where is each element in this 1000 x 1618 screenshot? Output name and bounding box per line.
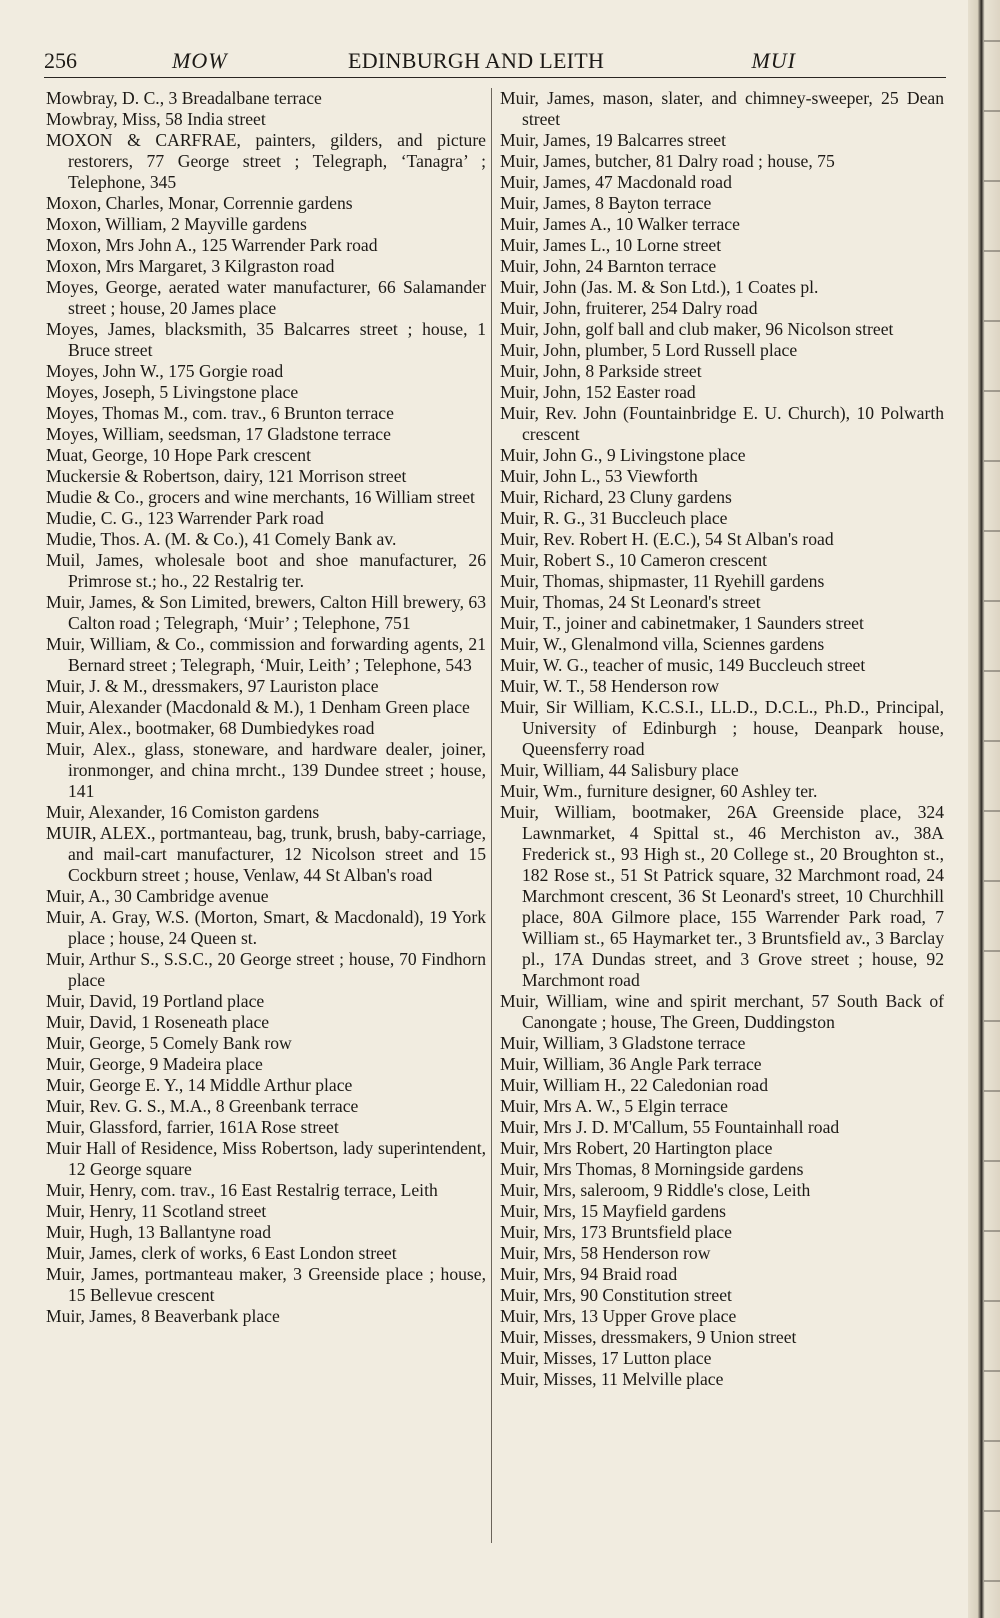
directory-entry: Muir, David, 19 Portland place xyxy=(46,991,265,1011)
directory-entry: Moxon, Mrs Margaret, 3 Kilgraston road xyxy=(46,256,335,276)
directory-entry: Muir, Rev. Robert H. (E.C.), 54 St Alban's road xyxy=(500,529,834,549)
directory-entry: Muil, James, wholesale boot and shoe manufacturer, 26 Primrose st.; ho., 22 Restalrig ter. xyxy=(46,550,486,591)
directory-entry: Muir, John, 152 Easter road xyxy=(500,382,696,402)
directory-entry: Mowbray, D. C., 3 Breadalbane terrace xyxy=(46,88,322,108)
directory-entry: Muckersie & Robertson, dairy, 121 Morrison street xyxy=(46,466,407,486)
directory-entry: Muir, Rev. John (Fountainbridge E. U. Church), 10 Polwarth crescent xyxy=(500,403,944,444)
directory-entry: Muir, Hugh, 13 Ballantyne road xyxy=(46,1222,272,1242)
directory-entry: Muir, Alexander, 16 Comiston gardens xyxy=(46,802,320,822)
directory-entry: Muir, William, 3 Gladstone terrace xyxy=(500,1033,746,1053)
column-divider xyxy=(491,88,492,1543)
directory-entry: Muir, William, wine and spirit merchant, 57 South Back of Canongate ; house, The Green, Duddingston xyxy=(500,991,944,1032)
directory-entry: Muir, Glassford, farrier, 161A Rose street xyxy=(46,1117,339,1137)
directory-entry: Muir, W. G., teacher of music, 149 Buccleuch street xyxy=(500,655,866,675)
directory-entry: Muir, John, golf ball and club maker, 96 Nicolson street xyxy=(500,319,894,339)
directory-entry: Muir, A. Gray, W.S. (Morton, Smart, & Macdonald), 19 York place ; house, 24 Queen st. xyxy=(46,907,486,948)
directory-entry: Muir, W., Glenalmond villa, Sciennes gardens xyxy=(500,634,825,654)
directory-entry: Muir, William, 36 Angle Park terrace xyxy=(500,1054,762,1074)
directory-entry: Muir Hall of Residence, Miss Robertson, lady superintendent, 12 George square xyxy=(46,1138,486,1179)
directory-entry: Moxon, Mrs John A., 125 Warrender Park road xyxy=(46,235,378,255)
directory-entry: Muir, James, 19 Balcarres street xyxy=(500,130,726,150)
directory-entry: MUIR, ALEX., portmanteau, bag, trunk, brush, baby-carriage, and mail-cart manufacturer, 12 Nicolson street and 15 Cockburn street ; house, Venlaw, 44 St Alban's road xyxy=(46,823,486,885)
directory-entry: Moyes, Thomas M., com. trav., 6 Brunton terrace xyxy=(46,403,394,423)
directory-entry: Muir, James, 8 Beaverbank place xyxy=(46,1306,280,1326)
page-header xyxy=(44,48,946,78)
directory-entry: Muir, Alex., bootmaker, 68 Dumbiedykes road xyxy=(46,718,375,738)
directory-entry: Muir, John, fruiterer, 254 Dalry road xyxy=(500,298,758,318)
directory-entry: MOXON & CARFRAE, painters, gilders, and picture restorers, 77 George street ; Telegraph, ‘Tanagra’ ; Telephone, 345 xyxy=(46,130,486,192)
directory-entry: Muir, Mrs Robert, 20 Hartington place xyxy=(500,1138,773,1158)
directory-entry: Muir, William, & Co., commission and forwarding agents, 21 Bernard street ; Telegraph, ‘Muir, Leith’ ; Telephone, 543 xyxy=(46,634,486,675)
directory-entry: Muir, Thomas, 24 St Leonard's street xyxy=(500,592,761,612)
directory-entry: Muir, John L., 53 Viewforth xyxy=(500,466,698,486)
directory-entry: Mowbray, Miss, 58 India street xyxy=(46,109,266,129)
directory-entry: Muir, Wm., furniture designer, 60 Ashley ter. xyxy=(500,781,818,801)
directory-entry: Muir, John, 24 Barnton terrace xyxy=(500,256,717,276)
directory-entry: Muir, William, bootmaker, 26A Greenside place, 324 Lawnmarket, 4 Spittal st., 46 Merchiston av., 38A Frederick st., 93 High st., 20 College st., 20 Broughton st., 182 Rose st., 51 St Patrick square, 32 Marchmont road, 24 Marchmont crescent, 36 St Leonard's street, 10 Churchhill place, 80A Gilmore place, 155 Warrender Park road, 7 William st., 65 Haymarket ter., 3 Bruntsfield av., 3 Barclay pl., 17A Dundas street, and 3 Grove street ; house, 92 Marchmont road xyxy=(500,802,944,990)
directory-entry: Muir, A., 30 Cambridge avenue xyxy=(46,886,269,906)
directory-entry: Muir, George, 5 Comely Bank row xyxy=(46,1033,292,1053)
directory-entry: Muir, John G., 9 Livingstone place xyxy=(500,445,746,465)
directory-entry: Muir, James A., 10 Walker terrace xyxy=(500,214,740,234)
directory-entry: Muir, Mrs, 58 Henderson row xyxy=(500,1243,711,1263)
directory-entry: Muir, Mrs, 94 Braid road xyxy=(500,1264,678,1284)
directory-entry: Muir, John (Jas. M. & Son Ltd.), 1 Coates pl. xyxy=(500,277,819,297)
directory-entry: Moyes, William, seedsman, 17 Gladstone terrace xyxy=(46,424,391,444)
directory-entry: Muir, William, 44 Salisbury place xyxy=(500,760,739,780)
directory-entry: Muir, Henry, 11 Scotland street xyxy=(46,1201,267,1221)
directory-entry: Muir, James L., 10 Lorne street xyxy=(500,235,722,255)
directory-entry: Muir, Mrs, 15 Mayfield gardens xyxy=(500,1201,727,1221)
directory-entry: Moxon, William, 2 Mayville gardens xyxy=(46,214,307,234)
directory-entry: Muir, Misses, 11 Melville place xyxy=(500,1369,724,1389)
directory-entry: Muir, John, 8 Parkside street xyxy=(500,361,702,381)
directory-entry: Muir, Mrs, 13 Upper Grove place xyxy=(500,1306,737,1326)
directory-entry: Muir, David, 1 Roseneath place xyxy=(46,1012,270,1032)
directory-entry: Moyes, John W., 175 Gorgie road xyxy=(46,361,284,381)
directory-entry: Muir, T., joiner and cabinetmaker, 1 Saunders street xyxy=(500,613,864,633)
directory-entry: Moxon, Charles, Monar, Corrennie gardens xyxy=(46,193,353,213)
directory-entry: Muir, James, 8 Bayton terrace xyxy=(500,193,712,213)
directory-entry: Muir, Thomas, shipmaster, 11 Ryehill gardens xyxy=(500,571,825,591)
directory-entry: Muir, Arthur S., S.S.C., 20 George street ; house, 70 Findhorn place xyxy=(46,949,486,990)
directory-entry: Muir, Alex., glass, stoneware, and hardware dealer, joiner, ironmonger, and china mrcht., 139 Dundee street ; house, 141 xyxy=(46,739,486,801)
left-column xyxy=(46,88,486,1327)
directory-entry: Muir, James, butcher, 81 Dalry road ; house, 75 xyxy=(500,151,835,171)
directory-entry: Moyes, James, blacksmith, 35 Balcarres street ; house, 1 Bruce street xyxy=(46,319,486,360)
directory-entry: Muir, Alexander (Macdonald & M.), 1 Denham Green place xyxy=(46,697,470,717)
adjacent-page-edge xyxy=(984,0,1000,1618)
directory-entry: Muir, Richard, 23 Cluny gardens xyxy=(500,487,732,507)
directory-entry: Muir, R. G., 31 Buccleuch place xyxy=(500,508,728,528)
directory-entry: Muir, J. & M., dressmakers, 97 Lauriston place xyxy=(46,676,379,696)
directory-entry: Moyes, Joseph, 5 Livingstone place xyxy=(46,382,299,402)
directory-entry: Muir, Rev. G. S., M.A., 8 Greenbank terrace xyxy=(46,1096,359,1116)
directory-entry: Muir, George E. Y., 14 Middle Arthur place xyxy=(46,1075,353,1095)
running-title: EDINBURGH AND LEITH xyxy=(348,48,605,73)
directory-entry: Muat, George, 10 Hope Park crescent xyxy=(46,445,311,465)
directory-entry: Muir, Misses, 17 Lutton place xyxy=(500,1348,712,1368)
right-column xyxy=(500,88,944,1390)
directory-entry: Mudie, C. G., 123 Warrender Park road xyxy=(46,508,324,528)
directory-entry: Muir, George, 9 Madeira place xyxy=(46,1054,263,1074)
header-rule xyxy=(44,77,946,78)
directory-entry: Muir, James, & Son Limited, brewers, Calton Hill brewery, 63 Calton road ; Telegraph, ‘Muir’ ; Telephone, 751 xyxy=(46,592,486,633)
guide-word-right: MUI xyxy=(751,48,796,73)
directory-entry: Muir, Sir William, K.C.S.I., LL.D., D.C.L., Ph.D., Principal, University of Edinburgh ; house, Deanpark house, Queensferry road xyxy=(500,697,944,759)
directory-entry: Muir, Mrs A. W., 5 Elgin terrace xyxy=(500,1096,728,1116)
directory-entry: Mudie & Co., grocers and wine merchants, 16 William street xyxy=(46,487,475,507)
directory-entry: Muir, Mrs J. D. M'Callum, 55 Fountainhall road xyxy=(500,1117,840,1137)
guide-word-left: MOW xyxy=(172,48,228,73)
directory-entry: Mudie, Thos. A. (M. & Co.), 41 Comely Bank av. xyxy=(46,529,397,549)
directory-entry: Muir, Mrs, 173 Bruntsfield place xyxy=(500,1222,732,1242)
directory-entry: Moyes, George, aerated water manufacturer, 66 Salamander street ; house, 20 James place xyxy=(46,277,486,318)
directory-entry: Muir, James, clerk of works, 6 East London street xyxy=(46,1243,397,1263)
directory-entry: Muir, Misses, dressmakers, 9 Union street xyxy=(500,1327,797,1347)
directory-entry: Muir, William H., 22 Caledonian road xyxy=(500,1075,768,1095)
directory-entry: Muir, James, portmanteau maker, 3 Greenside place ; house, 15 Bellevue crescent xyxy=(46,1264,486,1305)
directory-entry: Muir, Mrs, 90 Constitution street xyxy=(500,1285,732,1305)
directory-entry: Muir, W. T., 58 Henderson row xyxy=(500,676,720,696)
directory-entry: Muir, James, 47 Macdonald road xyxy=(500,172,732,192)
directory-entry: Muir, James, mason, slater, and chimney-sweeper, 25 Dean street xyxy=(500,88,944,129)
directory-entry: Muir, Henry, com. trav., 16 East Restalrig terrace, Leith xyxy=(46,1180,438,1200)
directory-entry: Muir, Robert S., 10 Cameron crescent xyxy=(500,550,768,570)
directory-entry: Muir, Mrs, saleroom, 9 Riddle's close, Leith xyxy=(500,1180,811,1200)
page-number: 256 xyxy=(44,48,77,73)
directory-entry: Muir, Mrs Thomas, 8 Morningside gardens xyxy=(500,1159,804,1179)
directory-entry: Muir, John, plumber, 5 Lord Russell place xyxy=(500,340,798,360)
